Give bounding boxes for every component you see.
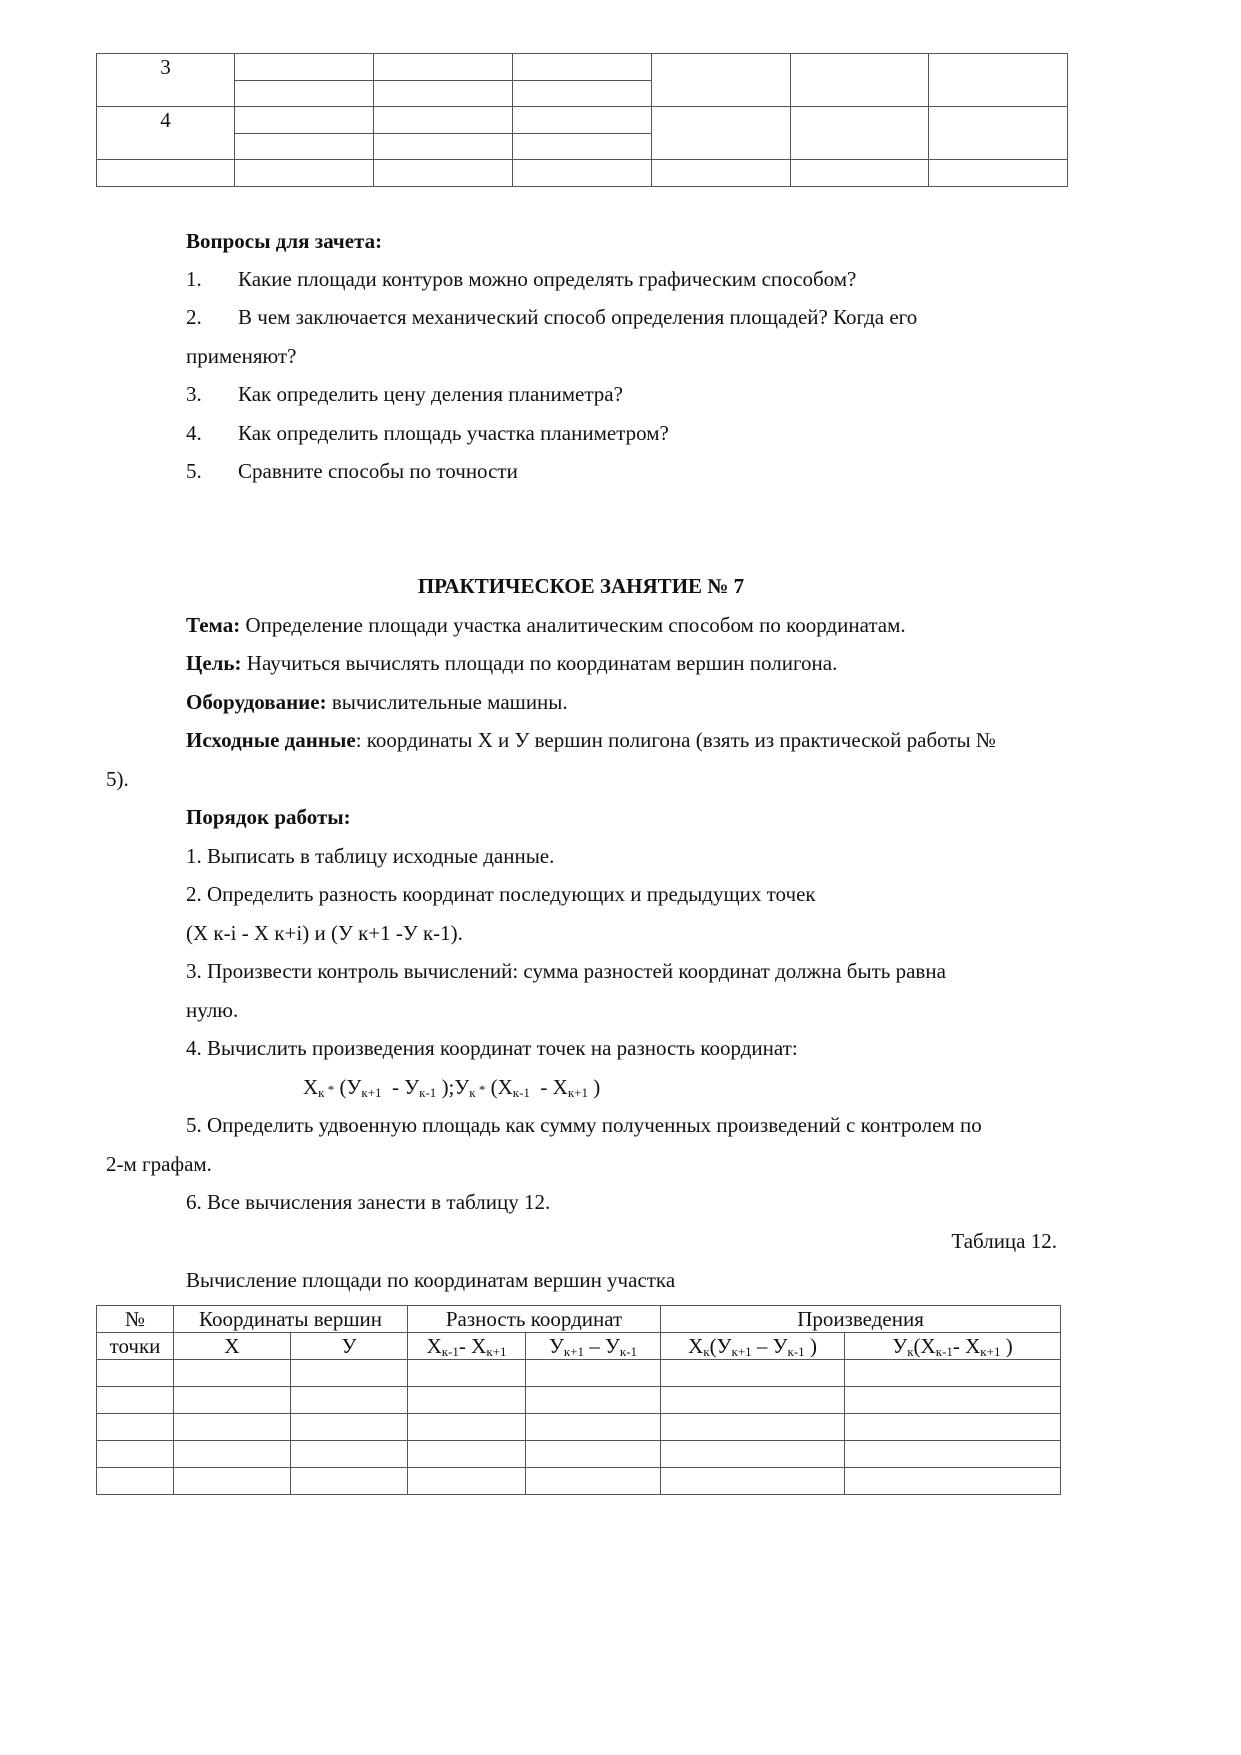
equipment-label: Оборудование: — [186, 690, 327, 714]
table-cell — [661, 1387, 845, 1414]
table-cell — [97, 1414, 174, 1441]
header-y-product: $У_к(Х_{к-1}-$ $Х_{к+1}$ ) — [845, 1333, 1061, 1360]
question-number: 1. — [186, 267, 202, 291]
table-cell — [526, 1360, 661, 1387]
table-cell — [374, 134, 513, 160]
lesson-title: ПРАКТИЧЕСКОЕ ЗАНЯТИЕ № 7 — [417, 574, 745, 598]
table-cell — [374, 107, 513, 134]
questions-title: Вопросы для зачета: — [186, 229, 383, 253]
table-cell — [174, 1387, 291, 1414]
point-number-cell — [97, 160, 235, 187]
table-row — [97, 1414, 1061, 1441]
topic-label: Тема: — [186, 613, 241, 637]
equipment-line — [186, 689, 568, 715]
table-row — [97, 1360, 1061, 1387]
header-differences: Разность координат — [408, 1306, 661, 1333]
table-row — [97, 1468, 1061, 1495]
area-calculation-table — [96, 1305, 1061, 1495]
table-cell — [652, 107, 791, 160]
procedure-title: Порядок работы: — [186, 805, 351, 829]
table-cell — [652, 160, 791, 187]
table-cell — [235, 107, 374, 134]
step-item: 1. Выписать в таблицу исходные данные. — [186, 844, 555, 868]
table-cell — [652, 54, 791, 107]
topic-line — [186, 612, 906, 638]
table-cell — [929, 54, 1068, 107]
table-cell — [791, 160, 929, 187]
table-cell — [174, 1441, 291, 1468]
table-cell — [845, 1468, 1061, 1495]
header-num: № — [97, 1306, 174, 1333]
table-cell — [791, 107, 929, 160]
table-cell — [408, 1414, 526, 1441]
table-cell — [929, 160, 1068, 187]
goal-text: Научиться вычислять площади по координатам вершин полигона. — [241, 651, 838, 675]
table-cell — [174, 1360, 291, 1387]
question-text: Как определить площадь участка планиметром? — [238, 421, 669, 445]
table-label: Таблица 12. — [951, 1229, 1057, 1253]
point-number-cell: 4 — [97, 107, 235, 160]
table-cell — [513, 160, 652, 187]
header-dy: $У_{к+1} - У_{к-1}$ — [526, 1333, 661, 1360]
table-cell — [513, 81, 652, 107]
table-cell — [174, 1414, 291, 1441]
table-cell — [374, 54, 513, 81]
header-y: У — [291, 1333, 408, 1360]
table-cell — [661, 1441, 845, 1468]
step-continuation: (Х к-i - Х к+i) и (У к+1 -У к-1). — [186, 921, 463, 945]
table-cell — [791, 54, 929, 107]
question-item — [186, 381, 623, 407]
table-cell — [97, 1387, 174, 1414]
table-cell — [661, 1414, 845, 1441]
table-cell — [97, 1468, 174, 1495]
table-caption: Вычисление площади по координатам вершин участка — [186, 1268, 676, 1292]
table-cell — [291, 1441, 408, 1468]
table-cell — [526, 1441, 661, 1468]
product-formula: $Х_к * (У_{к+1} - У_{к-1}$ )$;У_к * (Х_{к-1} - Х_{к+1}$ ) — [303, 1075, 601, 1100]
question-number: 3. — [186, 382, 202, 406]
question-item — [186, 458, 518, 484]
header-x: Х — [174, 1333, 291, 1360]
table-cell — [661, 1468, 845, 1495]
table-cell — [97, 1360, 174, 1387]
table-cell — [845, 1414, 1061, 1441]
table-cell — [291, 1414, 408, 1441]
question-text: Какие площади контуров можно определять графическим способом? — [238, 267, 857, 291]
header-coordinates: Координаты вершин — [174, 1306, 408, 1333]
question-text: Как определить цену деления планиметра? — [238, 382, 623, 406]
table-cell — [374, 81, 513, 107]
header-row — [97, 1306, 1061, 1333]
table-cell — [291, 1387, 408, 1414]
step-continuation: 2-м графам. — [106, 1152, 212, 1176]
table-cell — [291, 1360, 408, 1387]
step-continuation: нулю. — [186, 998, 239, 1022]
table-cell — [97, 1441, 174, 1468]
table-cell — [513, 134, 652, 160]
question-text: Сравните способы по точности — [238, 459, 518, 483]
step-item: 6. Все вычисления занести в таблицу 12. — [186, 1190, 551, 1214]
continuation-table — [96, 53, 1068, 187]
question-text: В чем заключается механический способ определения площадей? Когда его — [238, 305, 918, 329]
table-row — [97, 1441, 1061, 1468]
step-item: 3. Произвести контроль вычислений: сумма разностей координат должна быть равна — [186, 959, 946, 983]
topic-text: Определение площади участка аналитическим способом по координатам. — [240, 613, 906, 637]
equipment-text: вычислительные машины. — [326, 690, 568, 714]
table-cell — [526, 1414, 661, 1441]
question-item — [186, 304, 918, 330]
table-row — [97, 1387, 1061, 1414]
table-cell — [235, 54, 374, 81]
point-number-cell: 3 — [97, 54, 235, 107]
goal-line — [186, 650, 837, 676]
table-cell — [661, 1360, 845, 1387]
table-cell — [291, 1468, 408, 1495]
source-data-text: : координаты Х и У вершин полигона (взять из практической работы № — [355, 728, 996, 752]
table-cell — [845, 1360, 1061, 1387]
question-number: 4. — [186, 421, 202, 445]
header-point: точки — [97, 1333, 174, 1360]
table-cell — [235, 134, 374, 160]
question-item — [186, 266, 857, 292]
table-cell — [513, 107, 652, 134]
source-data-label: Исходные данные — [186, 728, 356, 752]
step-item: 5. Определить удвоенную площадь как сумму полученных произведений с контролем по — [186, 1113, 982, 1137]
source-data-line — [186, 727, 996, 753]
header-x-product: $Х_к(У_{к+1} - У_{к-1}$ ) — [661, 1333, 845, 1360]
table-cell — [408, 1360, 526, 1387]
table-cell — [235, 160, 374, 187]
question-text-continuation: применяют? — [186, 344, 297, 368]
table-cell — [174, 1468, 291, 1495]
table-cell — [408, 1387, 526, 1414]
question-number: 5. — [186, 459, 202, 483]
goal-label: Цель: — [186, 651, 242, 675]
subheader-row — [97, 1333, 1061, 1360]
table-cell — [408, 1468, 526, 1495]
table-cell — [845, 1387, 1061, 1414]
step-item: 2. Определить разность координат последующих и предыдущих точек — [186, 882, 816, 906]
question-item — [186, 420, 669, 446]
table-cell — [845, 1441, 1061, 1468]
table-cell — [513, 54, 652, 81]
header-dx: $Х_{к-1}-$ $Х_{к+1}$ — [408, 1333, 526, 1360]
table-cell — [526, 1468, 661, 1495]
table-cell — [929, 107, 1068, 160]
question-number: 2. — [186, 305, 202, 329]
source-data-continuation: 5). — [106, 767, 129, 791]
step-item: 4. Вычислить произведения координат точек на разность координат: — [186, 1036, 798, 1060]
table-cell — [526, 1387, 661, 1414]
table-cell — [235, 81, 374, 107]
header-products: Произведения — [661, 1306, 1061, 1333]
table-cell — [374, 160, 513, 187]
table-cell — [408, 1441, 526, 1468]
